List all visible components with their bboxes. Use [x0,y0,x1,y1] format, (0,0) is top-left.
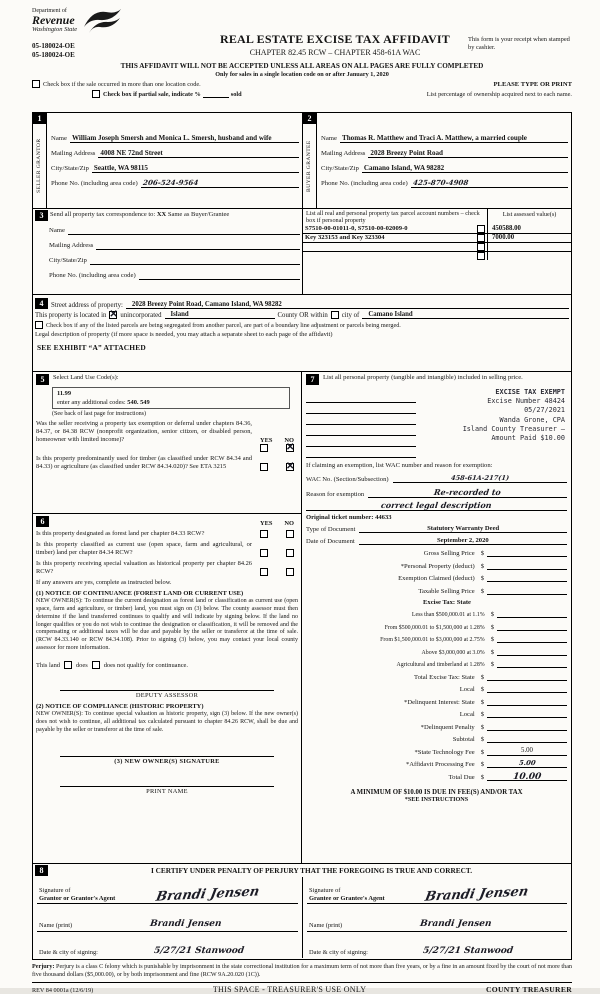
total-label: *Delinquent Interest: State [404,698,475,706]
street-address-label: Street address of property: [51,302,123,309]
rate-label: Agricultural and timberland at 1.28% [396,662,485,669]
form-header [32,8,572,112]
please-type-note: PLEASE TYPE OR PRINT [493,81,572,89]
buyer-name-label: Name [321,135,337,142]
city-value[interactable]: Camano Island [362,311,569,319]
rate-label: Above $3,000,000 at 3.0% [421,649,485,656]
form-subtitle: CHAPTER 82.45 RCW – CHAPTER 458-61A WAC [249,48,421,57]
parcel-number[interactable]: S7510-00-01011-0, S7510-00-02009-0 [305,225,408,233]
personal-property-checkbox-2[interactable] [477,234,485,242]
rate-field[interactable] [497,634,567,643]
designation-section [33,514,301,863]
if-yes-note: If any answers are yes, complete as instructed below. [36,579,172,586]
money-label: Gross Selling Price [423,550,475,558]
county-treasurer-label: COUNTY TREASURER [485,985,572,994]
total-field[interactable] [487,697,567,706]
unincorporated-county-value[interactable]: Island [165,311,275,319]
forest-land-question: Is this property designated as forest land per chapter 84.33 RCW? [36,530,205,537]
grantee-signature-field[interactable]: Brandi Jensen [423,884,530,906]
personal-property-blank-lines[interactable] [306,388,416,458]
rate-field[interactable] [497,647,567,656]
partial-sale-label: Check box if partial sale, indicate % [103,91,201,99]
ticket-label: Original ticket number: [306,513,374,521]
corr-city-label: City/State/Zip [49,257,87,264]
agency-logo-block [32,8,202,60]
unincorporated-label: unincorporated [120,312,162,319]
buyer-side-label: BUYER GRANTEE [306,140,313,192]
legal-description-label: Legal description of property (if more space is needed, you may attach a separate sheet to each page of the affidavit) [35,331,333,338]
notice-compliance-title: (2) NOTICE OF COMPLIANCE (HISTORIC PROPERTY) [36,703,204,711]
does-not-checkbox[interactable] [92,661,100,669]
seller-city-value[interactable]: Seattle, WA 98115 [92,164,299,173]
receipt-note: This form is your receipt when stamped by cashier. [468,36,570,51]
exemption-no-checkbox[interactable] [286,444,294,452]
form-title: REAL ESTATE EXCISE TAX AFFIDAVIT [219,32,451,46]
total-label: Total Excise Tax: State [414,673,475,681]
current-use-question: Is this property classified as current use (open space, farm and agricultural, or timber) land per chapter 84.34 RCW? [36,541,252,556]
signature-of-label: Signature of [309,886,341,894]
see-instructions-note: *SEE INSTRUCTIONS [404,795,469,803]
print-name-line[interactable] [60,775,274,787]
assessed-value[interactable]: 7000.00 [487,234,571,243]
form-revision: REV 84 0001a (12/6/19) [32,987,94,994]
revenue-swirl-icon [81,8,123,36]
buyer-mailing-label: Mailing Address [321,150,366,157]
seller-mailing-value[interactable]: 4008 NE 72nd Street [98,149,299,158]
city-checkbox[interactable] [331,311,339,319]
multi-location-label: Check box if the sale occurred in more than one location code. [43,81,201,89]
reason-value-line1[interactable]: Re-recorded to [368,487,567,498]
personal-property-checkbox-1[interactable] [477,225,485,233]
money-field[interactable] [487,586,567,595]
rate-label: Less than $500,000.01 at 1.1% [411,612,485,619]
doc-date-value[interactable]: September 2, 2020 [359,537,567,545]
tax-correspondence-section [33,208,571,294]
forest-yes-checkbox[interactable] [260,530,268,538]
timber-question: Is this property predominantly used for timber (as classified under RCW 84.34 and 84.33) or agriculture (as classified under RCW 84.34.020)? See ETA 3215 [36,455,252,470]
partial-sale-checkbox[interactable] [92,90,100,98]
corr-name-label: Name [49,227,65,234]
does-label: does [75,661,88,669]
agency-dept: Department of [32,8,67,14]
timber-no-checkbox[interactable] [286,463,294,471]
yes-header: YES [260,520,273,527]
section-1-number: 1 [33,113,46,124]
segregated-label: Check box if any of the listed parcels are being segregated from another parcel, are part of a boundary line adjustment or parcels being merged. [46,322,401,329]
unincorporated-checkbox[interactable] [109,311,117,319]
parcel-row [303,252,571,260]
total-label: Subtotal [452,736,475,744]
form-number-2: 05-180024-OE [32,51,75,60]
buyer-name-value[interactable]: Thomas R. Matthew and Traci A. Matthew, a married couple [340,134,568,143]
agency-state: Washington State [32,26,78,33]
grantee-agent-label: Grantee or Grantee's Agent [309,894,385,902]
send-correspondence-label: Send all property tax correspondence to: [50,211,156,218]
form-body [32,112,572,960]
notice-compliance-body: NEW OWNER(S): To continue special valuation as historic property, sign (3) below. If the new owner(s) does not wish to continue, all additional tax calculated pursuant to chapter 84.26 RCW, shall be due and payable by the seller or transferor at the time of sale. [36,711,298,733]
partial-sold-label: sold [230,91,242,99]
land-use-label: Select Land Use Code(s): [53,374,119,381]
grantee-date-field[interactable]: 5/27/21 Stanwood [422,945,515,956]
deputy-assessor-signature-line[interactable] [60,679,274,691]
total-label: Local [459,711,475,719]
timber-yes-checkbox[interactable] [260,463,268,471]
no-header: NO [284,520,294,527]
reason-value-line2[interactable]: correct legal description [306,500,567,511]
grantor-date-label: Date & city of signing: [39,949,98,957]
doc-type-label: Type of Document [306,525,356,533]
current-use-no-checkbox[interactable] [286,549,294,557]
parcel-row [303,225,571,234]
perjury-statement: Perjury: Perjury is a class C felony which is punishable by imprisonment in the state correctional institution for a maximum term of not more than five years, or by a fine in an amount fixed by the court of not more than five thousand dollars ($5,000.00), or by both imprisonment and fine (RCW 9A.20.020 (1C)). [32,964,572,978]
grantor-name-print-field[interactable]: Brandi Jensen [149,918,223,929]
exemption-question: Was the seller receiving a property tax exemption or deferral under chapters 84.36, 84.37, or 84.38 RCW (nonprofit organization, senior citizen, or disabled person, homeowner with limited income)? [36,420,252,443]
land-use-section [33,372,301,514]
corr-phone-label: Phone No. (including area code) [49,272,136,279]
new-owner-signature-label: (3) NEW OWNER(S) SIGNATURE [114,757,220,765]
grantor-date-field[interactable]: 5/27/21 Stanwood [153,945,245,956]
does-not-label: does not qualify for continuance. [103,661,188,669]
partial-sale-percent-field[interactable] [203,91,229,98]
notice-continuance-body: NEW OWNER(S): To continue the current designation as forest land or classification as current use (open space, farm and agriculture, or timber) land, you must sign on (3) below. The county assessor must then determine if the land transferred continues to qualify and will indicate by signing below. If the land no longer qualifies or you do not wish to continue the designation or classification, it will be removed and the compensating or additional taxes will be due and payable by the seller or transferor at the time of sale. (RCW 84.33.140 or RCW 84.34.108). Prior to signing (3) below, you may contact your local county assessor for more information. [36,598,298,652]
parcel-header: List all real and personal property tax parcel account numbers – check box if personal property [306,210,480,225]
yes-header: YES [260,437,273,444]
assessed-value[interactable] [487,252,571,260]
grantee-date-label: Date & city of signing: [309,949,368,957]
section-5-number: 5 [36,374,49,385]
this-land-label: This land [36,661,60,669]
same-as-label: Same as Buyer/Grantee [167,211,230,218]
single-location-note: Only for sales in a single location code on or after January 1, 2020 [215,71,389,79]
personal-property-checkbox-3[interactable] [477,243,485,251]
money-field[interactable] [487,548,567,557]
total-field[interactable] [487,722,567,731]
section-2-number: 2 [303,113,316,124]
buyer-phone-value[interactable]: 425-870-4908 [411,179,568,188]
treasurer-space-note: THIS SPACE - TREASURER'S USE ONLY [212,985,367,994]
does-checkbox[interactable] [64,661,72,669]
grantor-name-print-label: Name (print) [39,921,73,929]
parcel-row [303,243,571,252]
seller-name-value[interactable]: William Joseph Smersh and Monica L. Smersh, husband and wife [70,134,299,143]
grantor-agent-label: Grantor or Grantor's Agent [39,894,116,902]
historical-no-checkbox[interactable] [286,568,294,576]
personal-property-checkbox-4[interactable] [477,252,485,260]
ownership-note: List percentage of ownership acquired next to each name. [426,91,572,99]
street-address-value[interactable]: 2028 Breezy Point Road, Camano Island, WA 98282 [126,301,569,309]
section-8-number: 8 [35,865,48,876]
no-header: NO [284,437,294,444]
ticket-value: 44633 [375,513,392,521]
total-field[interactable] [487,709,567,718]
see-back-note: (See back of last page for instructions) [52,411,147,417]
signature-of-label: Signature of [39,886,71,894]
seller-section [33,113,302,208]
grantee-name-print-field[interactable]: Brandi Jensen [419,918,492,929]
wac-label: WAC No. (Section/Subsection) [306,475,389,483]
corr-mailing-label: Mailing Address [49,242,94,249]
parcel-row [303,234,571,243]
notice-continuance-title: (1) NOTICE OF CONTINUANCE (FOREST LAND OR CURRENT USE) [36,590,244,597]
buyer-section [302,113,571,208]
rate-label: From $500,000.01 to $1,500,000 at 1.28% [384,624,485,631]
grantor-signature-block [33,877,302,958]
additional-codes-value[interactable]: 540. 549 [127,399,150,406]
grantee-signature-block [302,877,571,958]
buyer-city-value[interactable]: Camano Island, WA 98282 [362,164,568,173]
money-label: Taxable Selling Price [418,587,475,595]
same-as-mark[interactable]: XX [156,211,167,218]
seller-mailing-label: Mailing Address [51,150,96,157]
property-address-section [33,294,571,371]
forest-no-checkbox[interactable] [286,530,294,538]
rate-label: From $1,500,000.01 to $3,000,000 at 2.75% [380,637,485,644]
section-6-number: 6 [36,516,49,527]
total-field[interactable]: 10.00 [487,772,567,781]
buyer-phone-label: Phone No. (including area code) [321,180,408,187]
assessed-value[interactable]: 450588.00 [487,225,571,234]
exemption-yes-checkbox[interactable] [260,444,268,452]
print-name-label: PRINT NAME [146,787,188,795]
total-field[interactable]: 5.00 [487,747,567,756]
excise-tax-state-label: Excise Tax: State [423,598,471,606]
total-label: *Delinquent Penalty [420,723,475,731]
buyer-mailing-value[interactable]: 2028 Breezy Point Road [368,149,568,158]
county-or-label: County OR within [277,312,328,319]
land-use-box [52,387,290,409]
section-7-number: 7 [306,374,319,385]
doc-date-label: Date of Document [306,537,355,545]
total-label: *Affidavit Processing Fee [405,761,475,769]
doc-type-value[interactable]: Statutory Warranty Deed [359,525,567,533]
current-use-yes-checkbox[interactable] [260,549,268,557]
total-field[interactable] [487,734,567,743]
seller-phone-value[interactable]: 206-524-9564 [141,179,299,188]
certification-section [33,863,571,959]
money-field[interactable] [487,561,567,570]
money-label: Exemption Claimed (deduct) [398,575,475,583]
rate-field[interactable] [497,659,567,668]
buyer-city-label: City/State/Zip [321,165,359,172]
rate-field[interactable] [497,622,567,631]
assessed-value-header: List assessed value(s) [487,209,571,225]
section-4-number: 4 [35,298,48,309]
historical-yes-checkbox[interactable] [260,568,268,576]
exemption-intro: If claiming an exemption, list WAC number and reason for exemption: [306,462,493,469]
acceptance-warning: THIS AFFIDAVIT WILL NOT BE ACCEPTED UNLESS ALL AREAS ON ALL PAGES ARE FULLY COMPLETED [120,62,484,71]
assessed-value[interactable] [487,243,571,252]
total-field[interactable] [487,672,567,681]
seller-phone-label: Phone No. (including area code) [51,180,138,187]
parcel-number[interactable]: Key 323153 and Key 323304 [305,234,385,242]
exhibit-note: SEE EXHIBIT “A” ATTACHED [37,343,146,352]
total-label: *State Technology Fee [414,748,475,756]
total-label: Total Due [448,773,475,781]
corr-phone-value[interactable] [139,279,300,280]
seller-name-label: Name [51,135,67,142]
wac-value[interactable]: 458-61A-217(1) [393,474,567,483]
grantor-signature-field[interactable]: Brandi Jensen [154,884,261,906]
historical-question: Is this property receiving special valuation as historical property per chapter 84.26 RCW? [36,560,252,575]
agency-name: Revenue [32,13,75,27]
excise-tax-section: 7 List all personal property (tangible and intangible) included in selling price. EXCISE TAX EXEMPT Excise Number 48424 05/27/2021 Wanda Grone, CPA Island County Treasurer – Amount Paid $10.00 If claiming an exemption, list WAC number and reason for exemption: WAC No. (Section/Subsection) 458-61A-217(1) Reason for exemption Re-recorded to correct legal description Original ticket number: 44633 Type of Document Statutory Warranty Deed Date of Document September 2, 2020 Gross Selling Price $ *Personal Property (deduct) $ Exemption Claimed (deduct) $ Taxable Selling Price $ Excise Tax: State Less than $500,000.01 at 1.1% $ From $500,000.01 to $1,500,000 at 1.28% $ From $1,500,000.01 to $3,000,000 at 2.75% $ Above $3,000,000 at 3.0% $ Agricultural and timberland at 1.28% $ Total Excise Tax: State $ Local $ *Delinquent Interest: State $ Local $ *Delinquent Penalty $ Subtotal $ *State Technology Fee $ 5.00 *Affidavit Processing Fee $ 5.00 Total Due $ 10.00 A MINIMUM OF $10.00 IS DUE IN FEE(S) AND/OR TAX *SEE INSTRUCTIONS [306,374,565,803]
personal-property-label: List all personal property (tangible and intangible) included in selling price. [323,374,523,381]
reason-label: Reason for exemption [306,490,365,498]
section-3-number: 3 [35,210,48,221]
multi-location-checkbox[interactable] [32,80,40,88]
rate-field[interactable] [497,609,567,618]
seller-city-label: City/State/Zip [51,165,89,172]
seller-side-label: SELLER GRANTOR [36,138,43,194]
city-of-label: city of [341,312,360,319]
parcel-table [302,209,571,294]
total-field[interactable]: 5.00 [487,759,567,768]
total-label: Local [459,686,475,694]
total-field[interactable] [487,684,567,693]
new-owner-signature-line[interactable] [60,745,274,757]
segregated-checkbox[interactable] [35,321,43,329]
money-field[interactable] [487,573,567,582]
deputy-assessor-label: DEPUTY ASSESSOR [135,692,199,700]
certify-statement: I CERTIFY UNDER PENALTY OF PERJURY THAT THE FOREGOING IS TRUE AND CORRECT. [150,866,473,875]
treasurer-stamp: EXCISE TAX EXEMPT Excise Number 48424 05/27/2021 Wanda Grone, CPA Island County Treasurer – Amount Paid $10.00 [462,388,565,442]
money-label: *Personal Property (deduct) [400,562,475,570]
located-label: This property is located in [35,312,107,319]
form-number-1: 05-180024-OE [32,42,75,50]
grantee-name-print-label: Name (print) [309,921,343,929]
additional-codes-label: enter any additional codes: [57,399,126,406]
minimum-due-note: A MINIMUM OF $10.00 IS DUE IN FEE(S) AND/OR TAX [350,788,523,796]
land-use-value[interactable]: 11.99 [57,390,72,397]
